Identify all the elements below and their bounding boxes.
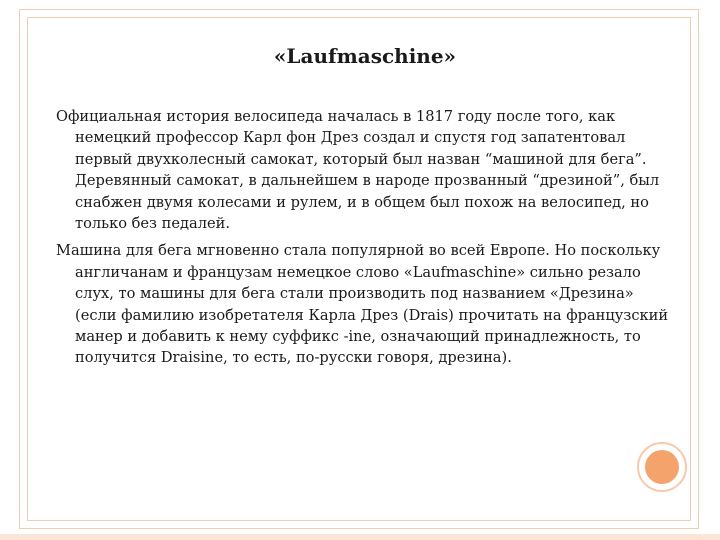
decorative-circle-dot [645, 450, 679, 484]
body-paragraph: Официальная история велосипеда началась в 1817 году после того, как немецкий профессор Карл фон Дрез создал и спустя год запатентовал первый двухколесный самокат, который был назван “машиной для бега”. Деревянный самокат, в дальнейшем в народе прозванный “дрезиной”, был снабжен двумя колесами и рулем, и в общем был похож на велосипед, но только без педалей. [56, 108, 660, 233]
body-paragraph: Машина для бега мгновенно стала популярной во всей Европе. Но поскольку англичанам и французам немецкое слово «Laufmaschine» сильно резало слух, то машины для бега стали производить под названием «Дрезина» (если фамилию изобретателя Карла Дрез (Drais) прочитать на французский манер и добавить к нему суффикс -ine, означающий принадлежность, то получится Draisine, то есть, по-русски говоря, дрезина). [56, 242, 669, 367]
bottom-accent-band [0, 534, 720, 540]
slide-title: «Laufmaschine» [273, 44, 457, 68]
slide-body [56, 106, 676, 375]
